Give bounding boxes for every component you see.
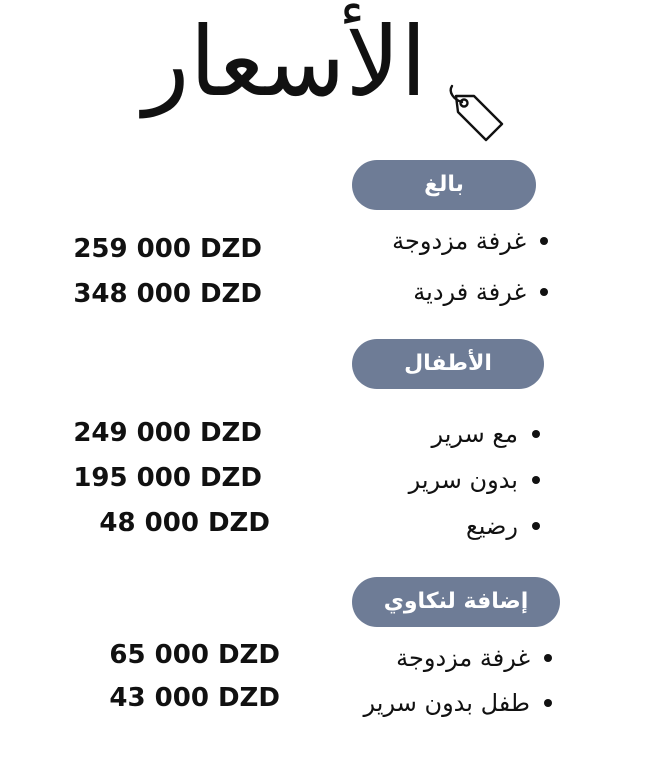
bullet-icon: [532, 476, 540, 484]
item-price: 43 000 DZD: [109, 683, 280, 713]
section-heading-adult: بالغ: [352, 160, 536, 210]
list-item: [364, 683, 552, 723]
section-heading-langkawi: إضافة لنكاوي: [352, 577, 560, 627]
list-item: [413, 272, 548, 312]
list-item: [466, 506, 540, 546]
list-item: [431, 414, 540, 454]
bullet-icon: [544, 699, 552, 707]
list-item: [392, 221, 548, 261]
price-tag-icon: [444, 82, 508, 146]
bullet-icon: [544, 654, 552, 662]
item-label: بدون سرير: [408, 466, 518, 494]
section-heading-children: الأطفال: [352, 339, 544, 389]
item-label: رضيع: [466, 512, 518, 540]
list-item: [396, 638, 552, 678]
bullet-icon: [532, 522, 540, 530]
item-price: 195 000 DZD: [73, 463, 262, 493]
bullet-icon: [540, 237, 548, 245]
item-label: طفل بدون سرير: [363, 689, 530, 717]
page-title: الأسعار: [143, 6, 427, 118]
item-price: 249 000 DZD: [73, 418, 262, 448]
item-label: غرفة مزدوجة: [396, 644, 530, 672]
bullet-icon: [540, 288, 548, 296]
item-price: 65 000 DZD: [109, 640, 280, 670]
bullet-icon: [532, 430, 540, 438]
list-item: [409, 460, 540, 500]
item-label: غرفة مزدوجة: [392, 227, 526, 255]
item-price: 348 000 DZD: [73, 279, 262, 309]
item-label: مع سرير: [431, 420, 518, 448]
item-price: 259 000 DZD: [73, 234, 262, 264]
item-price: 48 000 DZD: [99, 508, 270, 538]
item-label: غرفة فردية: [413, 278, 526, 306]
